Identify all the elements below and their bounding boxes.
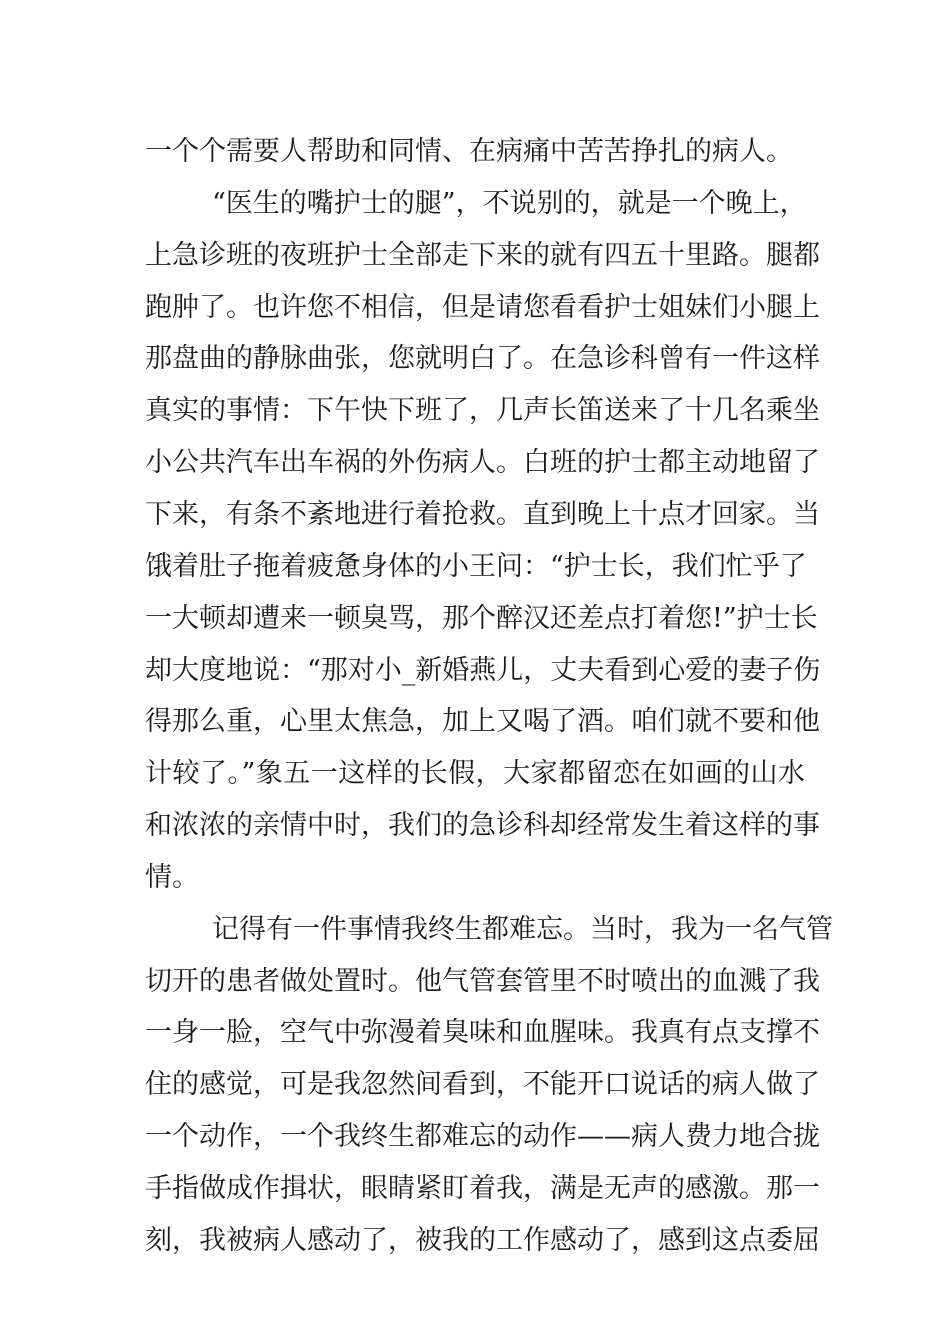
paragraph-last-line: 情。 xyxy=(145,862,199,893)
text-line: 手指做成作揖状，眼睛紧盯着我，满是无声的感激。那一 xyxy=(145,1173,820,1204)
text-line: 那盘曲的静脉曲张，您就明白了。在急诊科曾有一件这样 xyxy=(145,343,820,374)
text-line: 上急诊班的夜班护士全部走下来的就有四五十里路。腿都 xyxy=(145,240,820,271)
text-line: 住的感觉，可是我忽然间看到，不能开口说话的病人做了 xyxy=(145,1069,820,1100)
paragraph-first-line: “医生的嘴护士的腿”，不说别的，就是一个晚上， xyxy=(212,188,807,219)
text-line: 跑肿了。也许您不相信，但是请您看看护士姐妹们小腿上 xyxy=(145,292,820,323)
text-line: 计较了。”象五一这样的长假，大家都留恋在如画的山水 xyxy=(145,758,805,789)
text-line: 切开的患者做处置时。他气管套管里不时喷出的血溅了我 xyxy=(145,966,820,997)
text-line: 饿着肚子拖着疲惫身体的小王问：“护士长，我们忙乎了 xyxy=(145,551,807,582)
text-line: 得那么重，心里太焦急，加上又喝了酒。咱们就不要和他 xyxy=(145,706,820,737)
text-line: 真实的事情：下午快下班了，几声长笛送来了十几名乘坐 xyxy=(145,395,820,426)
text-line: 一个个需要人帮助和同情、在病痛中苦苦挣扎的病人。 xyxy=(145,136,793,167)
text-line: 却大度地说：“那对小_新婚燕儿，丈夫看到心爱的妻子伤 xyxy=(145,655,821,686)
text-line: 一个动作，一个我终生都难忘的动作——病人费力地合拢 xyxy=(145,1121,820,1152)
text-line: 下来，有条不紊地进行着抢救。直到晚上十点才回家。当 xyxy=(145,499,820,530)
text-line: 小公共汽车出车祸的外伤病人。白班的护士都主动地留了 xyxy=(145,447,820,478)
text-line: 一大顿却遭来一顿臭骂，那个醉汉还差点打着您!”护士长 xyxy=(145,603,818,634)
text-line: 一身一脸，空气中弥漫着臭味和血腥味。我真有点支撑不 xyxy=(145,1017,820,1048)
text-line: 和浓浓的亲情中时，我们的急诊科却经常发生着这样的事 xyxy=(145,810,820,841)
paragraph-first-line: 记得有一件事情我终生都难忘。当时，我为一名气管 xyxy=(212,914,833,945)
text-line: 刻，我被病人感动了，被我的工作感动了，感到这点委屈 xyxy=(145,1225,820,1256)
